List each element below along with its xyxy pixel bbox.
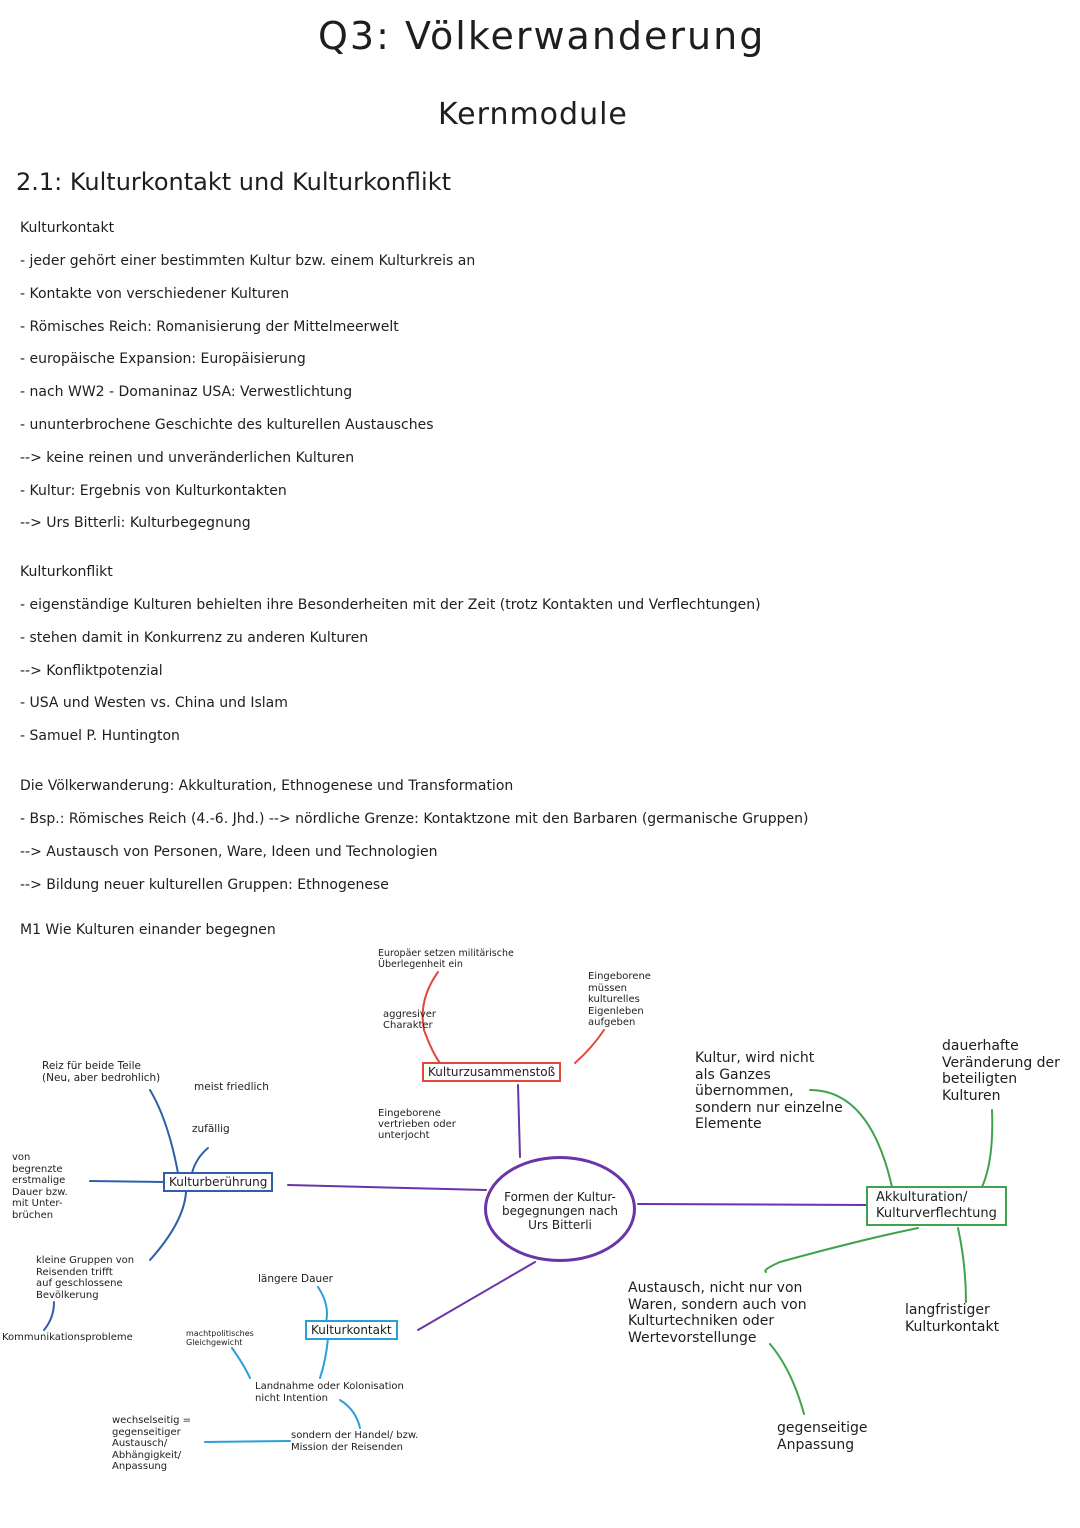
center-line: Urs Bitterli <box>528 1218 592 1232</box>
voelkerwanderung-line: - Bsp.: Römisches Reich (4.-6. Jhd.) --> nördliche Grenze: Kontaktzone mit den Barbaren (germanische Gruppen) <box>20 811 809 827</box>
page-subtitle: Kernmodule <box>438 97 628 132</box>
m1-title: M1 Wie Kulturen einander begegnen <box>20 922 276 938</box>
note-anpassung <box>777 1420 868 1453</box>
note-line: Mission der Reisenden <box>291 1441 403 1453</box>
kulturkonflikt-heading: Kulturkonflikt <box>20 564 113 580</box>
akkulturation-node <box>866 1186 1007 1226</box>
note-langfristig <box>905 1302 999 1335</box>
section-heading: 2.1: Kulturkontakt und Kulturkonflikt <box>16 168 452 196</box>
kulturkontakt-node: Kulturkontakt <box>305 1320 398 1340</box>
note-line: erstmalige <box>12 1175 66 1186</box>
note-line: Charakter <box>383 1020 433 1031</box>
node-line: Akkulturation/ <box>876 1190 968 1205</box>
note-line: von <box>12 1152 31 1163</box>
note-zufaellig: zufällig <box>192 1123 230 1135</box>
note-line: sondern nur einzelne <box>695 1099 843 1116</box>
note-line: müssen <box>588 982 627 994</box>
center-line: begegnungen nach <box>501 1204 618 1218</box>
page-title: Q3: Völkerwanderung <box>318 14 766 58</box>
note-line: Abhängigkeit/ <box>112 1449 182 1461</box>
voelkerwanderung-block <box>20 775 808 906</box>
note-kommunikation: Kommunikationsprobleme <box>2 1332 133 1343</box>
note-dauer <box>12 1152 68 1221</box>
note-line: Anpassung <box>777 1436 855 1453</box>
node-line: Kulturverflechtung <box>876 1206 997 1221</box>
kulturkontakt-line: - Kontakte von verschiedener Kulturen <box>20 285 290 302</box>
voelkerwanderung-heading: Die Völkerwanderung: Akkulturation, Ethnogenese und Transformation <box>20 778 514 794</box>
note-handel <box>291 1430 418 1453</box>
note-line: Europäer setzen militärische <box>378 948 514 959</box>
note-line: Eigenleben <box>588 1005 644 1017</box>
note-line: kleine Gruppen von <box>36 1255 135 1266</box>
note-line: Austausch, nicht nur von <box>628 1280 803 1296</box>
note-line: wechselseitig = <box>112 1415 192 1426</box>
voelkerwanderung-line: --> Bildung neuer kulturellen Gruppen: Ethnogenese <box>20 876 389 893</box>
kulturkonflikt-line: --> Konfliktpotenzial <box>20 662 163 679</box>
note-line: Anpassung <box>112 1461 168 1472</box>
note-line: Reiz für beide Teile <box>42 1060 141 1072</box>
note-line: Kulturen <box>942 1087 1001 1104</box>
note-line: beteiligten <box>942 1071 1018 1087</box>
note-line: Austausch/ <box>112 1438 168 1449</box>
kulturkontakt-line: - Kultur: Ergebnis von Kulturkontakten <box>20 482 287 499</box>
kulturkontakt-block <box>20 217 475 545</box>
note-line: Elemente <box>695 1116 762 1132</box>
note-kultur <box>695 1050 843 1133</box>
note-wechsel <box>112 1415 191 1473</box>
note-line: begrenzte <box>12 1163 63 1175</box>
kulturkontakt-line: --> keine reinen und unveränderlichen Kulturen <box>20 449 355 466</box>
note-austausch <box>628 1280 807 1346</box>
note-unterjocht <box>378 1108 456 1141</box>
note-line: unterjocht <box>378 1130 430 1141</box>
note-line: übernommen, <box>695 1083 794 1099</box>
note-line: nicht Intention <box>255 1392 328 1404</box>
note-line: gegenseitige <box>777 1420 868 1436</box>
note-line: brüchen <box>12 1209 54 1221</box>
note-line: vertrieben oder <box>378 1119 456 1130</box>
kulturkontakt-line: - nach WW2 - Domaninaz USA: Verwestlichtung <box>20 384 353 401</box>
note-line: Wertevorstellunge <box>628 1329 757 1346</box>
kulturkonflikt-line: - Samuel P. Huntington <box>20 728 180 745</box>
note-line: (Neu, aber bedrohlich) <box>42 1072 161 1084</box>
kulturkontakt-line: - europäische Expansion: Europäisierung <box>20 351 306 368</box>
note-line: Veränderung der <box>942 1054 1060 1071</box>
note-line: Überlegenheit ein <box>378 959 463 970</box>
note-line: sondern der Handel/ bzw. <box>291 1430 419 1441</box>
note-line: aggresiver <box>383 1009 437 1020</box>
note-laengere: längere Dauer <box>258 1273 333 1285</box>
note-eigenleben <box>588 971 651 1029</box>
note-line: Kultur, wird nicht <box>695 1050 815 1066</box>
note-line: Bevölkerung <box>36 1289 99 1301</box>
note-line: Eingeborene <box>378 1108 441 1119</box>
note-line: Reisenden trifft <box>36 1266 113 1278</box>
note-line: Gleichgewicht <box>186 1338 243 1347</box>
note-line: als Ganzes <box>695 1066 771 1083</box>
center-line: Formen der Kultur- <box>504 1190 616 1204</box>
note-aggressiv <box>383 1009 436 1031</box>
note-line: Kulturkontakt <box>905 1318 1000 1335</box>
kulturkonflikt-line: - eigenständige Kulturen behielten ihre Besonderheiten mit der Zeit (trotz Kontakten und Verflechtungen) <box>20 597 761 613</box>
note-line: dauerhafte <box>942 1038 1019 1054</box>
note-gruppen <box>36 1255 134 1301</box>
note-line: auf geschlossene <box>36 1278 123 1289</box>
note-line: mit Unter- <box>12 1198 63 1209</box>
note-line: Waren, sondern auch von <box>628 1296 807 1313</box>
note-line: Kulturtechniken oder <box>628 1313 775 1329</box>
note-dauerhaft <box>942 1038 1060 1104</box>
kulturkontakt-line: - jeder gehört einer bestimmten Kultur bzw. einem Kulturkreis an <box>20 253 476 269</box>
kulturkontakt-heading: Kulturkontakt <box>20 220 115 236</box>
voelkerwanderung-line: --> Austausch von Personen, Ware, Ideen und Technologien <box>20 843 438 860</box>
note-reiz <box>42 1060 160 1084</box>
note-europaeer <box>378 948 514 970</box>
kulturzusammenstoss-node: Kulturzusammenstoß <box>422 1062 561 1082</box>
kulturkontakt-line: - ununterbrochene Geschichte des kulturellen Austausches <box>20 416 434 433</box>
kulturberuehrung-node: Kulturberührung <box>163 1172 273 1192</box>
kulturkontakt-line: --> Urs Bitterli: Kulturbegegnung <box>20 515 251 532</box>
note-friedlich: meist friedlich <box>194 1081 269 1093</box>
note-line: gegenseitiger <box>112 1426 181 1438</box>
kulturkontakt-line: - Römisches Reich: Romanisierung der Mittelmeerwelt <box>20 318 399 335</box>
note-line: machtpolitisches <box>186 1329 254 1338</box>
center-node-label <box>484 1190 636 1232</box>
note-landnahme <box>255 1381 404 1404</box>
note-line: Dauer bzw. <box>12 1186 68 1198</box>
note-line: Landnahme oder Kolonisation <box>255 1381 404 1392</box>
kulturkonflikt-block <box>20 561 761 758</box>
kulturkonflikt-line: - stehen damit in Konkurrenz zu anderen Kulturen <box>20 629 369 646</box>
note-line: kulturelles <box>588 994 640 1005</box>
note-line: Eingeborene <box>588 971 651 982</box>
kulturkonflikt-line: - USA und Westen vs. China und Islam <box>20 695 288 712</box>
note-macht <box>186 1329 254 1347</box>
note-line: langfristiger <box>905 1302 990 1318</box>
note-line: aufgeben <box>588 1017 636 1028</box>
